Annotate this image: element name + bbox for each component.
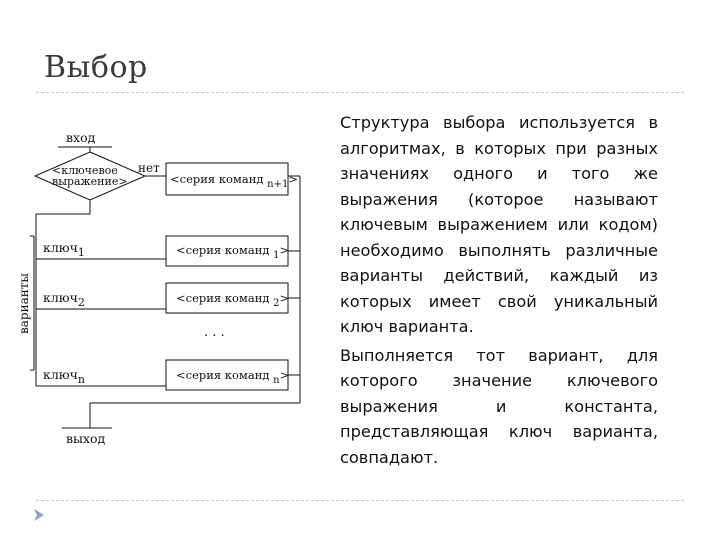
key-2-label: ключ2 — [43, 290, 85, 309]
condition-text-line2: выражение> — [52, 175, 128, 188]
chevron-right-icon — [32, 508, 46, 522]
variants-label: варианты — [17, 273, 31, 334]
ellipsis: . . . — [204, 325, 225, 340]
paragraph-1: Структура выбора используется в алгоритмах, в которых при разных значениях одного и того же выражения (которое называют ключевым выражением или кодом) необходимо выполнять различные варианты действий, каждый из которых имеет свой уникальный ключ варианта. — [340, 113, 658, 336]
bottom-divider — [36, 500, 684, 501]
no-label: нет — [138, 161, 160, 175]
series-1-label: <серия команд 1> — [176, 243, 290, 261]
slide-title: Выбор — [44, 50, 148, 85]
default-series-label: <серия команд n+1> — [170, 172, 298, 190]
exit-label: выход — [66, 431, 106, 446]
condition-text-line1: <ключевое — [52, 164, 118, 177]
description-text — [340, 110, 658, 473]
entry-label: вход — [66, 130, 96, 145]
key-1-label: ключ1 — [43, 240, 85, 259]
paragraph-2: Выполняется тот вариант, для которого значение ключевого выражения и константа, представляющая ключ варианта, совпадают. — [340, 345, 658, 467]
series-2-label: <серия команд 2> — [176, 291, 290, 309]
key-n-label: ключn — [43, 367, 85, 386]
series-n-label: <серия команд n> — [176, 368, 290, 386]
